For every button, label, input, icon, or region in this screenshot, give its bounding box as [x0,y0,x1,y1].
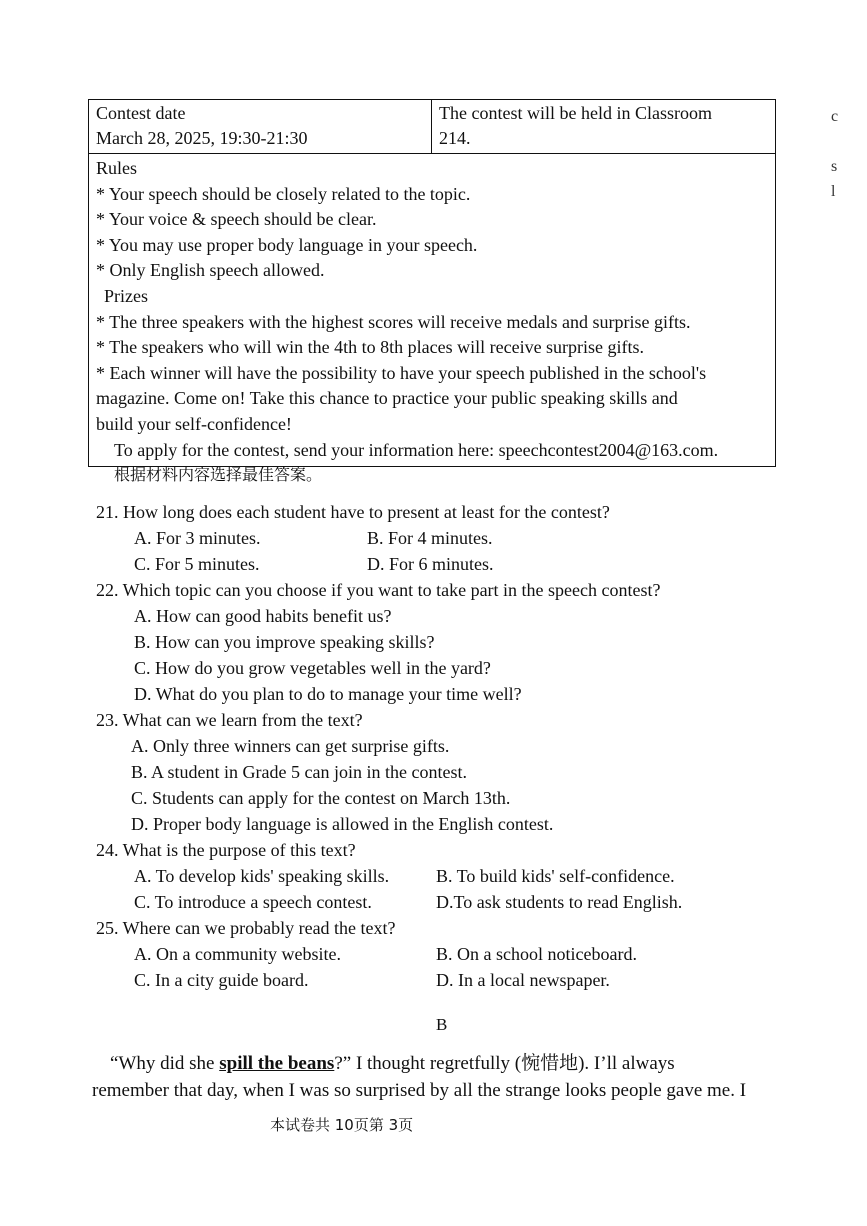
rules-title: Rules [96,158,138,178]
passage-quote-start: “Why did she [110,1053,220,1074]
option-c[interactable]: C. In a city guide board. [134,970,309,990]
idiom-highlight: spill the beans [219,1053,335,1074]
prize-item: * Each winner will have the possibility to have your speech published in the school's [96,362,707,383]
option-d[interactable]: D.To ask students to read English. [436,892,683,912]
question-stem: 22. Which topic can you choose if you want to take part in the speech contest? [96,580,661,600]
option-a[interactable]: A. On a community website. [134,944,341,964]
rule-item: * Only English speech allowed. [96,260,325,281]
option-b[interactable]: B. A student in Grade 5 can join in the contest. [131,762,467,782]
option-a[interactable]: A. How can good habits benefit us? [134,606,392,626]
option-b[interactable]: B. On a school noticeboard. [436,944,637,964]
prize-item-continued: magazine. Come on! Take this chance to practice your public speaking skills and [96,388,678,409]
rule-item: * Your speech should be closely related to the topic. [96,183,471,204]
option-c[interactable]: C. Students can apply for the contest on March 13th. [131,788,511,808]
rule-item: * You may use proper body language in your speech. [96,234,478,255]
reading-passage [92,1050,792,1104]
prize-item: * The speakers who will win the 4th to 8th places will receive surprise gifts. [96,337,645,358]
option-row [96,551,796,577]
question-23 [96,707,796,837]
option-d[interactable]: D. For 6 minutes. [367,554,494,574]
contest-location-line1: The contest will be held in Classroom [439,103,712,123]
prize-item-continued: build your self-confidence! [96,413,292,434]
option-row [96,941,796,967]
page-footer: 本试卷共 10页第 3页 [270,1116,414,1134]
passage-line1-rest: ?” I thought regretfully (惋惜地). I’ll always [334,1053,675,1074]
question-list [96,499,796,993]
question-stem: 21. How long does each student have to present at least for the contest? [96,502,610,522]
question-22 [96,577,796,707]
prize-item: * The three speakers with the highest scores will receive medals and surprise gifts. [96,311,691,332]
passage-line: remember that day, when I was so surprised by all the strange looks people gave me. I [92,1080,747,1101]
option-row [96,525,796,551]
contest-date-cell [89,100,432,153]
passage-line [92,1050,792,1077]
instruction-text: 根据材料内容选择最佳答案。 [114,465,323,484]
question-stem: 23. What can we learn from the text? [96,710,363,730]
rule-item: * Your voice & speech should be clear. [96,209,377,230]
option-c[interactable]: C. To introduce a speech contest. [134,892,372,912]
option-row [96,863,796,889]
question-25 [96,915,796,993]
prizes-title: Prizes [104,285,148,306]
option-c[interactable]: C. For 5 minutes. [134,554,260,574]
option-b[interactable]: B. For 4 minutes. [367,528,493,548]
question-24 [96,837,796,915]
option-b[interactable]: B. How can you improve speaking skills? [134,632,435,652]
contest-location-cell [432,100,775,153]
apply-instructions: To apply for the contest, send your information here: speechcontest2004@163.com. [114,439,719,460]
contest-info-table [88,99,776,467]
option-d[interactable]: D. Proper body language is allowed in the English contest. [131,814,554,834]
date-location-row [89,100,775,154]
option-b[interactable]: B. To build kids' self-confidence. [436,866,675,886]
question-stem: 24. What is the purpose of this text? [96,840,356,860]
question-stem: 25. Where can we probably read the text? [96,918,396,938]
margin-fragment: c [831,108,839,125]
rules-prizes-cell [89,154,775,466]
option-a[interactable]: A. For 3 minutes. [134,528,261,548]
section-heading: B [436,1015,448,1034]
margin-fragment: s [831,158,838,175]
option-a[interactable]: A. To develop kids' speaking skills. [134,866,390,886]
option-c[interactable]: C. How do you grow vegetables well in the yard? [134,658,491,678]
option-d[interactable]: D. What do you plan to do to manage your time well? [134,684,522,704]
contest-location-line2: 214. [439,128,471,148]
margin-fragment: l [831,183,836,200]
question-21 [96,499,796,577]
option-row [96,889,796,915]
option-row [96,967,796,993]
contest-date-label: Contest date [96,103,186,123]
option-d[interactable]: D. In a local newspaper. [436,970,610,990]
option-a[interactable]: A. Only three winners can get surprise gifts. [131,736,450,756]
contest-date-value: March 28, 2025, 19:30-21:30 [96,128,308,148]
